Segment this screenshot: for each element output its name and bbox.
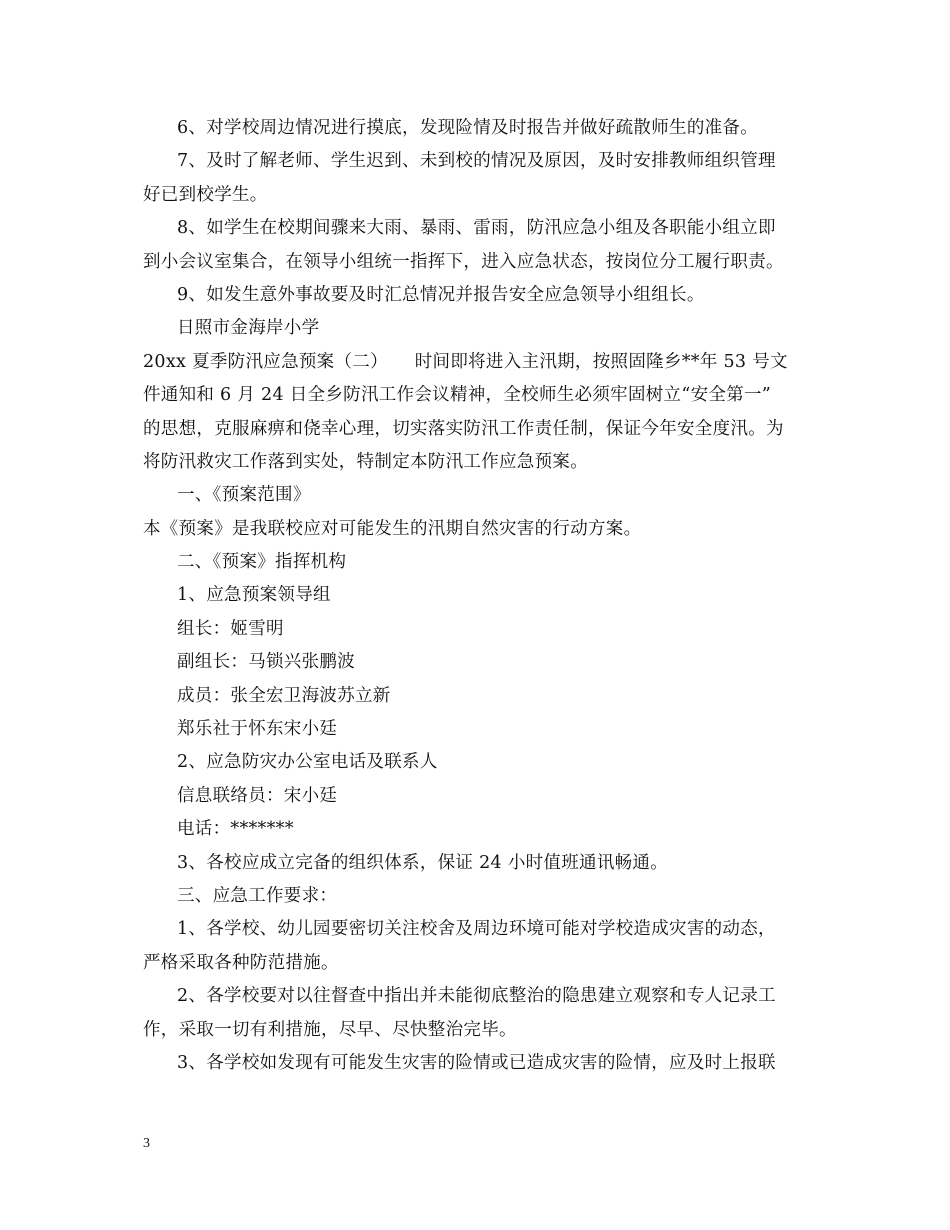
paragraph-line: 件通知和 6 月 24 日全乡防汛工作会议精神，全校师生必须牢固树立“安全第一” bbox=[143, 385, 772, 406]
section-heading: 三、应急工作要求： bbox=[177, 885, 338, 906]
paragraph-line: 的思想，克服麻痹和侥幸心理，切实落实防汛工作责任制，保证今年安全度汛。为 bbox=[143, 418, 784, 439]
section-title-line: 20xx 夏季防汛应急预案（二） 时间即将进入主汛期，按照固隆乡**年 53 号文 bbox=[143, 351, 788, 372]
paragraph-line: 1、各学校、幼儿园要密切关注校舍及周边环境可能对学校造成灾害的动态， bbox=[177, 919, 776, 940]
page-number: 3 bbox=[143, 1136, 150, 1151]
paragraph-line: 到小会议室集合，在领导小组统一指挥下，进入应急状态，按岗位分工履行职责。 bbox=[143, 251, 784, 272]
paragraph-line: 严格采取各种防范措施。 bbox=[143, 952, 339, 973]
paragraph-line: 2、各学校要对以往督查中指出并未能彻底整治的隐患建立观察和专人记录工 bbox=[177, 986, 776, 1007]
list-item: 郑乐社于怀东宋小廷 bbox=[177, 719, 338, 740]
paragraph-line: 3、各学校如发现有可能发生灾害的险情或已造成灾害的险情，应及时上报联 bbox=[177, 1052, 776, 1073]
section-heading: 一、《预案范围》 bbox=[177, 485, 311, 506]
paragraph-line: 好已到校学生。 bbox=[143, 184, 268, 205]
paragraph-line: 将防汛救灾工作落到实处，特制定本防汛工作应急预案。 bbox=[143, 451, 588, 472]
paragraph-line: 7、及时了解老师、学生迟到、未到校的情况及原因，及时安排教师组织管理 bbox=[177, 151, 776, 172]
paragraph-line: 9、如发生意外事故要及时汇总情况并报告安全应急领导小组组长。 bbox=[177, 284, 705, 305]
list-item: 副组长：马锁兴张鹏波 bbox=[177, 652, 355, 673]
list-item: 信息联络员：宋小廷 bbox=[177, 785, 338, 806]
paragraph-line: 6、对学校周边情况进行摸底，发现险情及时报告并做好疏散师生的准备。 bbox=[177, 118, 759, 138]
document-body bbox=[143, 112, 813, 1080]
paragraph-line: 3、各校应成立完备的组织体系，保证 24 小时值班通讯畅通。 bbox=[177, 852, 669, 873]
paragraph-line: 8、如学生在校期间骤来大雨、暴雨、雷雨，防汛应急小组及各职能小组立即 bbox=[177, 218, 776, 239]
paragraph-line: 本《预案》是我联校应对可能发生的汛期自然灾害的行动方案。 bbox=[143, 518, 642, 539]
subsection-heading: 1、应急预案领导组 bbox=[177, 585, 331, 606]
paragraph-line: 作，采取一切有利措施，尽早、尽快整治完毕。 bbox=[143, 1019, 517, 1040]
school-name: 日照市金海岸小学 bbox=[177, 318, 320, 339]
list-item: 成员：张全宏卫海波苏立新 bbox=[177, 685, 391, 706]
list-item: 电话：******* bbox=[177, 819, 294, 840]
subsection-heading: 2、应急防灾办公室电话及联系人 bbox=[177, 752, 438, 773]
list-item: 组长：姬雪明 bbox=[177, 618, 284, 639]
section-heading: 二、《预案》指挥机构 bbox=[177, 552, 347, 573]
